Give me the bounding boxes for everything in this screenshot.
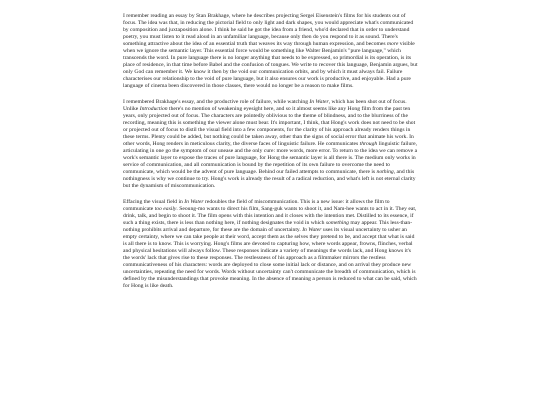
italic-text: through <box>359 141 378 148</box>
paragraph <box>123 199 418 291</box>
italic-text: In Water <box>184 198 204 205</box>
body-text: I remember reading an essay by Stan Brakhage, where he describes projecting Sergei Eisenstein's films for his students out of focus. The idea was that, in reducing the pictorial field to only light and dark shapes, you would appreciate what's communicated by composition and juxtaposition alone. I think he said he got the idea from a friend, who'd declared that in order to understand poetry, you must listen to it read aloud in an unfamiliar language, because only then do you respond to it as sound. There's something attractive about the idea of an essential truth that weaves its way through human expression, and becomes <box>123 13 414 48</box>
italic-text: In Water <box>302 227 322 234</box>
body-text: redoubles the field of miscommunication. This is a new issue: it allows the film to communicate <box>123 198 390 212</box>
body-text: , and this nothingness is why we continue to try. Hong's work is already the result of a radical reduction, and what's left is not eternal clarity but the dynamism of miscommunication. <box>123 169 416 190</box>
body-text: may appear. This less-than-nothing prohibits arrival and departure, for these are the domain of uncertainty. <box>123 220 413 234</box>
italic-text: In Water <box>309 98 329 105</box>
body-text: visible when we ignore the semantic layer. This essential force would be something like Walter Benjamin's "pure language," which transcends the word. In pure language there is no longer anything that needs to be expressed, so primordial is its operation, is its place of residence, in that time before Babel and the confusion of tongues. We write to recover this language, Benjamin argues, but only God can remember it. We know it then by the void our communication orbits, and by which it must always fail. Failure characterises our relationship to the void of pure language, but it also ensures our work is productive, and enjoyable. Had a pure language of cinema been discovered in those classes, there would no longer be a reason to make films. <box>123 41 418 90</box>
italic-text: nothing <box>376 169 394 176</box>
body-text: there's no mention of weakening eyesight here, and so it almost seems like any Hong film from the past ten years, only projected out of focus. The characters are pointedly oblivious to the theme of blindness, and to the blurriness of the recording, meaning this is something the viewer alone must bear. It's important, I think, that Hong's work does not need to be shot or projected out of focus to distil the visual field into a few components, for the clarity of his approach already renders things in these terms. Plenty could be added, but nothing could be taken away, other than the signs of social error that animate his work. In other words, Hong renders in meticulous clarity, the diverse faces of linguistic failure. He communicates <box>123 105 416 148</box>
body-text: . Seoung-mo wants to direct his film, Sang-guk wants to shoot it, and Nam-hee wants to act in it. They eat, drink, talk, and begin to shoot it. The film opens with this intention and it closes with the intention met. Distilled to its essence, if such a thing exists, there is less than nothing here, if nothing designates the void in which <box>123 205 417 227</box>
body-text: I remembered Brakhage's essay, and the productive role of failure, while watching <box>123 98 310 105</box>
italic-text: something <box>325 220 349 227</box>
body-text: uses its visual uncertainty to usher an empty certainty, where we can take people at their word, accept them as the selves they pretend to be, and accept that what is said is all there is to know. This is worrying. Hong's films are devoted to capturing how, where words appear, frowns, flinches, verbal and physical hesitations will always follow. These responses indicate a variety of meanings the words lack, and Hong knows it's the words' lack that gives rise to these responses. The restlessness of his approach as a filmmaker mirrors the restless communicativeness of his characters: words are deployed to close some initial lack or distance, and on arrival they produce new uncertainties, repeating the need for words. Words without uncertainty can't communicate the breadth of communication, which is defined by the misunderstandings that provoke meaning. In the absence of meaning a person is reduced to what can be said, which for Hong is like death. <box>123 227 417 290</box>
italic-text: Introduction <box>139 105 168 112</box>
paragraph <box>123 99 418 191</box>
body-text: linguistic failure, articulating in one go the symptom of our unease and the only cure: more words, more error. To return to the idea we can remove a work's semantic layer to expose the traces of pure language, for Hong the semantic layer is all there is. The medium only works in service of communication, and all communication is bound by the repetition of its own failure to overcome the need to communicate, which would be the advent of pure language. Behind our failed attempts to communicate, there is <box>123 141 418 176</box>
paragraph <box>123 13 418 91</box>
body-text: , which has been shot out of focus. Unlike <box>123 98 407 112</box>
italic-text: more <box>387 41 399 48</box>
italic-text: too easily <box>154 205 177 212</box>
body-text: Effacing the visual field in <box>123 198 185 205</box>
